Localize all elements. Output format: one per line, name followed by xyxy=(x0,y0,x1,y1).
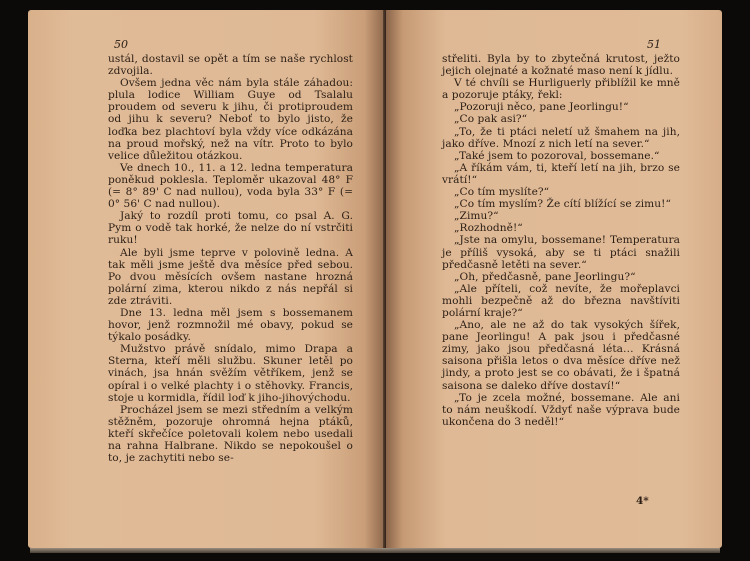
signature-mark: 4* xyxy=(636,495,649,507)
paragraph: „Oh, předčasně, pane Jeorlingu?“ xyxy=(454,270,636,283)
paragraph: Mužstvo právě snídalo, mimo Drapa a Sterna, kteří měli službu. Skuner letěl po vinách, jsa hnán svěžím větříkem, jenž se opíral i o velké plachty i o stěhovky. Francis, stoje u kormidla, řídil loď k jiho-jihovýchodu. xyxy=(108,343,353,404)
page-number-right: 51 xyxy=(647,38,661,51)
page-edges xyxy=(30,548,720,553)
paragraph: Ovšem jedna věc nám byla stále záhadou: plula lodice William Guye od Tsalalu proudem od severu k jihu, či protiproudem od jihu k severu? Neboť to bylo jisto, že loďka bez plachtoví byla vždy více odkázána na proud mořský, než na vítr. Proto to bylo velice důležitou otázkou. xyxy=(108,77,353,162)
paragraph: „A říkám vám, ti, kteří letí na jih, brzo se vrátí!“ xyxy=(442,161,680,186)
paragraph: „Zimu?“ xyxy=(454,210,499,223)
paragraph: střeliti. Byla by to zbytečná krutost, ježto jejich olejnaté a kožnaté maso není k jídlu. xyxy=(442,53,680,78)
paragraph: Ve dnech 10., 11. a 12. ledna temperatura poněkud poklesla. Teploměr ukazoval 48° F (= 8° 89' C nad nullou), voda byla 33° F (= 0° 56' C nad nullou). xyxy=(108,161,353,211)
paragraph: Dne 13. ledna měl jsem s bossemanem hovor, jenž rozmnožil mé obavy, pokud se týkalo posádky. xyxy=(108,306,353,344)
left-page xyxy=(28,10,386,548)
right-page xyxy=(386,10,722,548)
paragraph: „Ano, ale ne až do tak vysokých šířek, pane Jeorlingu! A pak jsou i předčasné zimy, jako jsou předčasná léta… Krásná saisona přišla letos o dva měsíce dříve než jindy, a proto jest se co obávati, že i špatná saisona se daleko dříve dostaví!“ xyxy=(442,319,680,392)
paragraph: Ale byli jsme teprve v polovině ledna. A tak měli jsme ještě dva měsíce před sebou. Po dvou měsících ovšem nastane hrozná polární zima, kterou nikdo z nás nepřál si zde ztráviti. xyxy=(108,246,353,307)
paragraph: „Rozhodně!“ xyxy=(454,222,523,235)
paragraph: „To, že ti ptáci neletí už šmahem na jih, jako dříve. Mnozí z nich letí na sever.“ xyxy=(442,125,680,150)
paragraph: V té chvíli se Hurliguerly přiblížil ke mně a pozoruje ptáky, řekl: xyxy=(442,77,680,102)
paragraph: „Ale příteli, což nevíte, že mořeplavci mohli bezpečně až do března navštíviti polární kraje?“ xyxy=(442,282,680,319)
paragraph: „Co tím myslím? Že cítí blížící se zimu!“ xyxy=(454,198,671,211)
paragraph: „Jste na omylu, bossemane! Temperatura je příliš vysoká, aby se ti ptáci snažili předčasně letěti na sever.“ xyxy=(442,234,680,271)
paragraph: ustál, dostavil se opět a tím se naše rychlost zdvojila. xyxy=(108,53,353,78)
paragraph: Jaký to rozdíl proti tomu, co psal A. G. Pym o vodě tak horké, že nelze do ní vstrčiti ruku! xyxy=(108,210,353,247)
paragraph: „Co tím myslíte?“ xyxy=(454,186,550,199)
paragraph: „Také jsem to pozoroval, bossemane.“ xyxy=(454,149,660,162)
right-page-text xyxy=(442,53,680,428)
paragraph: Procházel jsem se mezi středním a velkým stěžněm, pozoruje ohromná hejna ptáků, kteří skřečíce poletovali kolem nebo usedali na rahna Halbrane. Nikdo se nepokoušel o to, je zachytiti nebo se- xyxy=(108,403,353,465)
paragraph: „Pozoruji něco, pane Jeorlingu!“ xyxy=(454,101,629,114)
page-number-left: 50 xyxy=(114,38,128,51)
paragraph: „To je zcela možné, bossemane. Ale ani to nám neuškodí. Vždyť naše výprava bude ukončena do 3 neděl!“ xyxy=(442,391,680,428)
left-page-text xyxy=(108,53,353,464)
paragraph: „Co pak asi?“ xyxy=(454,113,528,126)
